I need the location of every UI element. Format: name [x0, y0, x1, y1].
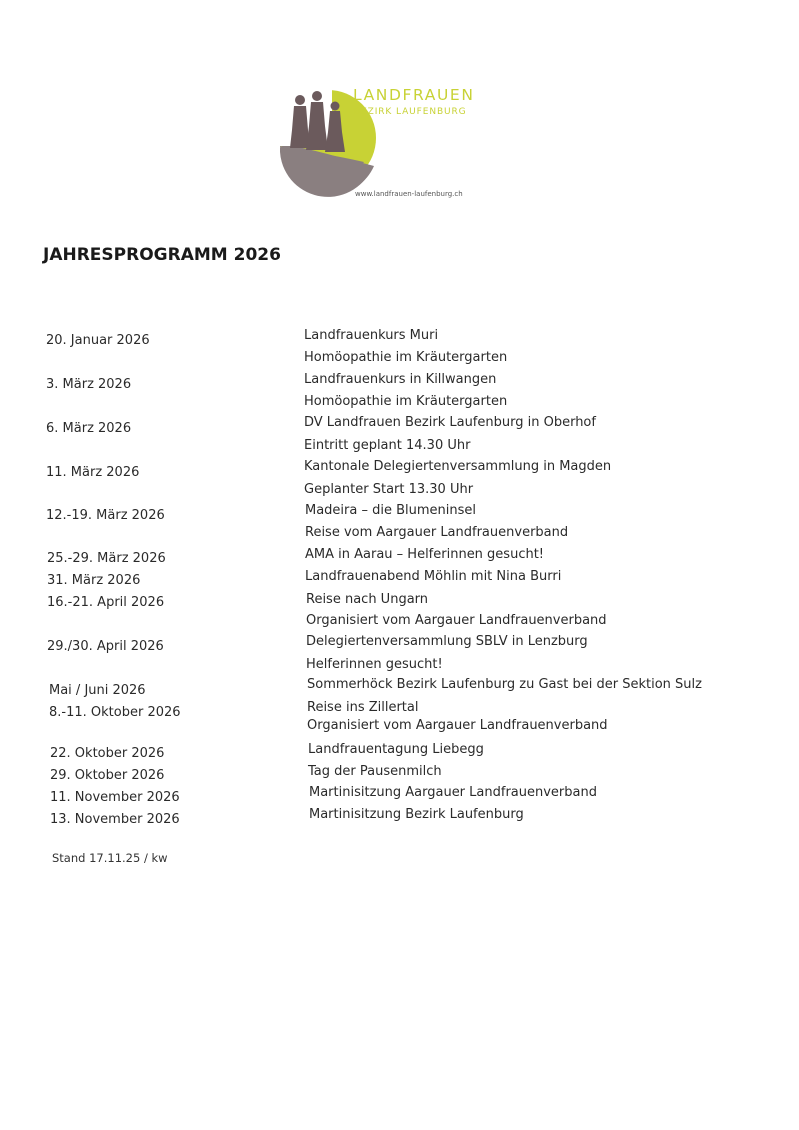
event-line: Reise nach Ungarn — [306, 592, 429, 607]
event-line: Martinisitzung Bezirk Laufenburg — [309, 807, 524, 822]
logo-url[interactable]: www.landfrauen-laufenburg.ch — [355, 190, 463, 198]
event-date: 16.-21. April 2026 — [47, 595, 165, 610]
logo-subtitle: BEZIRK LAUFENBURG — [354, 107, 467, 117]
event-date: 20. Januar 2026 — [46, 333, 150, 348]
event-line: Eintritt geplant 14.30 Uhr — [304, 438, 471, 453]
event-line: Homöopathie im Kräutergarten — [304, 350, 508, 365]
event-line: AMA in Aarau – Helferinnen gesucht! — [305, 547, 545, 562]
event-date: 22. Oktober 2026 — [50, 746, 165, 761]
event-date: 8.-11. Oktober 2026 — [49, 705, 181, 720]
event-line: Reise ins Zillertal — [307, 700, 419, 715]
event-line: Martinisitzung Aargauer Landfrauenverband — [309, 785, 597, 800]
event-line: Landfrauenabend Möhlin mit Nina Burri — [305, 569, 562, 584]
event-line: Landfrauentagung Liebegg — [308, 742, 484, 757]
event-date: 31. März 2026 — [47, 573, 141, 588]
event-date: 25.-29. März 2026 — [47, 551, 166, 566]
event-line: Helferinnen gesucht! — [306, 657, 443, 672]
event-line: Kantonale Delegiertenversammlung in Magden — [304, 459, 612, 474]
event-line: Landfrauenkurs Muri — [304, 328, 439, 343]
event-line: Tag der Pausenmilch — [308, 764, 442, 779]
page-title: JAHRESPROGRAMM 2026 — [43, 245, 281, 265]
event-line: DV Landfrauen Bezirk Laufenburg in Oberhof — [304, 415, 596, 430]
event-line: Organisiert vom Aargauer Landfrauenverband — [306, 613, 607, 628]
event-date: 11. November 2026 — [50, 790, 180, 805]
event-date: Mai / Juni 2026 — [49, 683, 146, 698]
event-date: 3. März 2026 — [46, 377, 132, 392]
event-date: 12.-19. März 2026 — [46, 508, 165, 523]
event-date: 29. Oktober 2026 — [50, 768, 165, 783]
logo — [280, 86, 500, 208]
event-date: 29./30. April 2026 — [47, 639, 164, 654]
event-line: Madeira – die Blumeninsel — [305, 503, 477, 518]
event-line: Delegiertenversammlung SBLV in Lenzburg — [306, 634, 588, 649]
event-line: Organisiert vom Aargauer Landfrauenverband — [307, 718, 608, 733]
logo-title: LANDFRAUEN — [353, 86, 475, 104]
event-date: 11. März 2026 — [46, 465, 140, 480]
status-footer: Stand 17.11.25 / kw — [52, 851, 168, 865]
event-date: 13. November 2026 — [50, 812, 180, 827]
event-line: Reise vom Aargauer Landfrauenverband — [305, 525, 569, 540]
event-line: Sommerhöck Bezirk Laufenburg zu Gast bei der Sektion Sulz — [307, 677, 702, 692]
event-line: Homöopathie im Kräutergarten — [304, 394, 508, 409]
event-line: Landfrauenkurs in Killwangen — [304, 372, 497, 387]
event-line: Geplanter Start 13.30 Uhr — [304, 482, 474, 497]
event-date: 6. März 2026 — [46, 421, 132, 436]
